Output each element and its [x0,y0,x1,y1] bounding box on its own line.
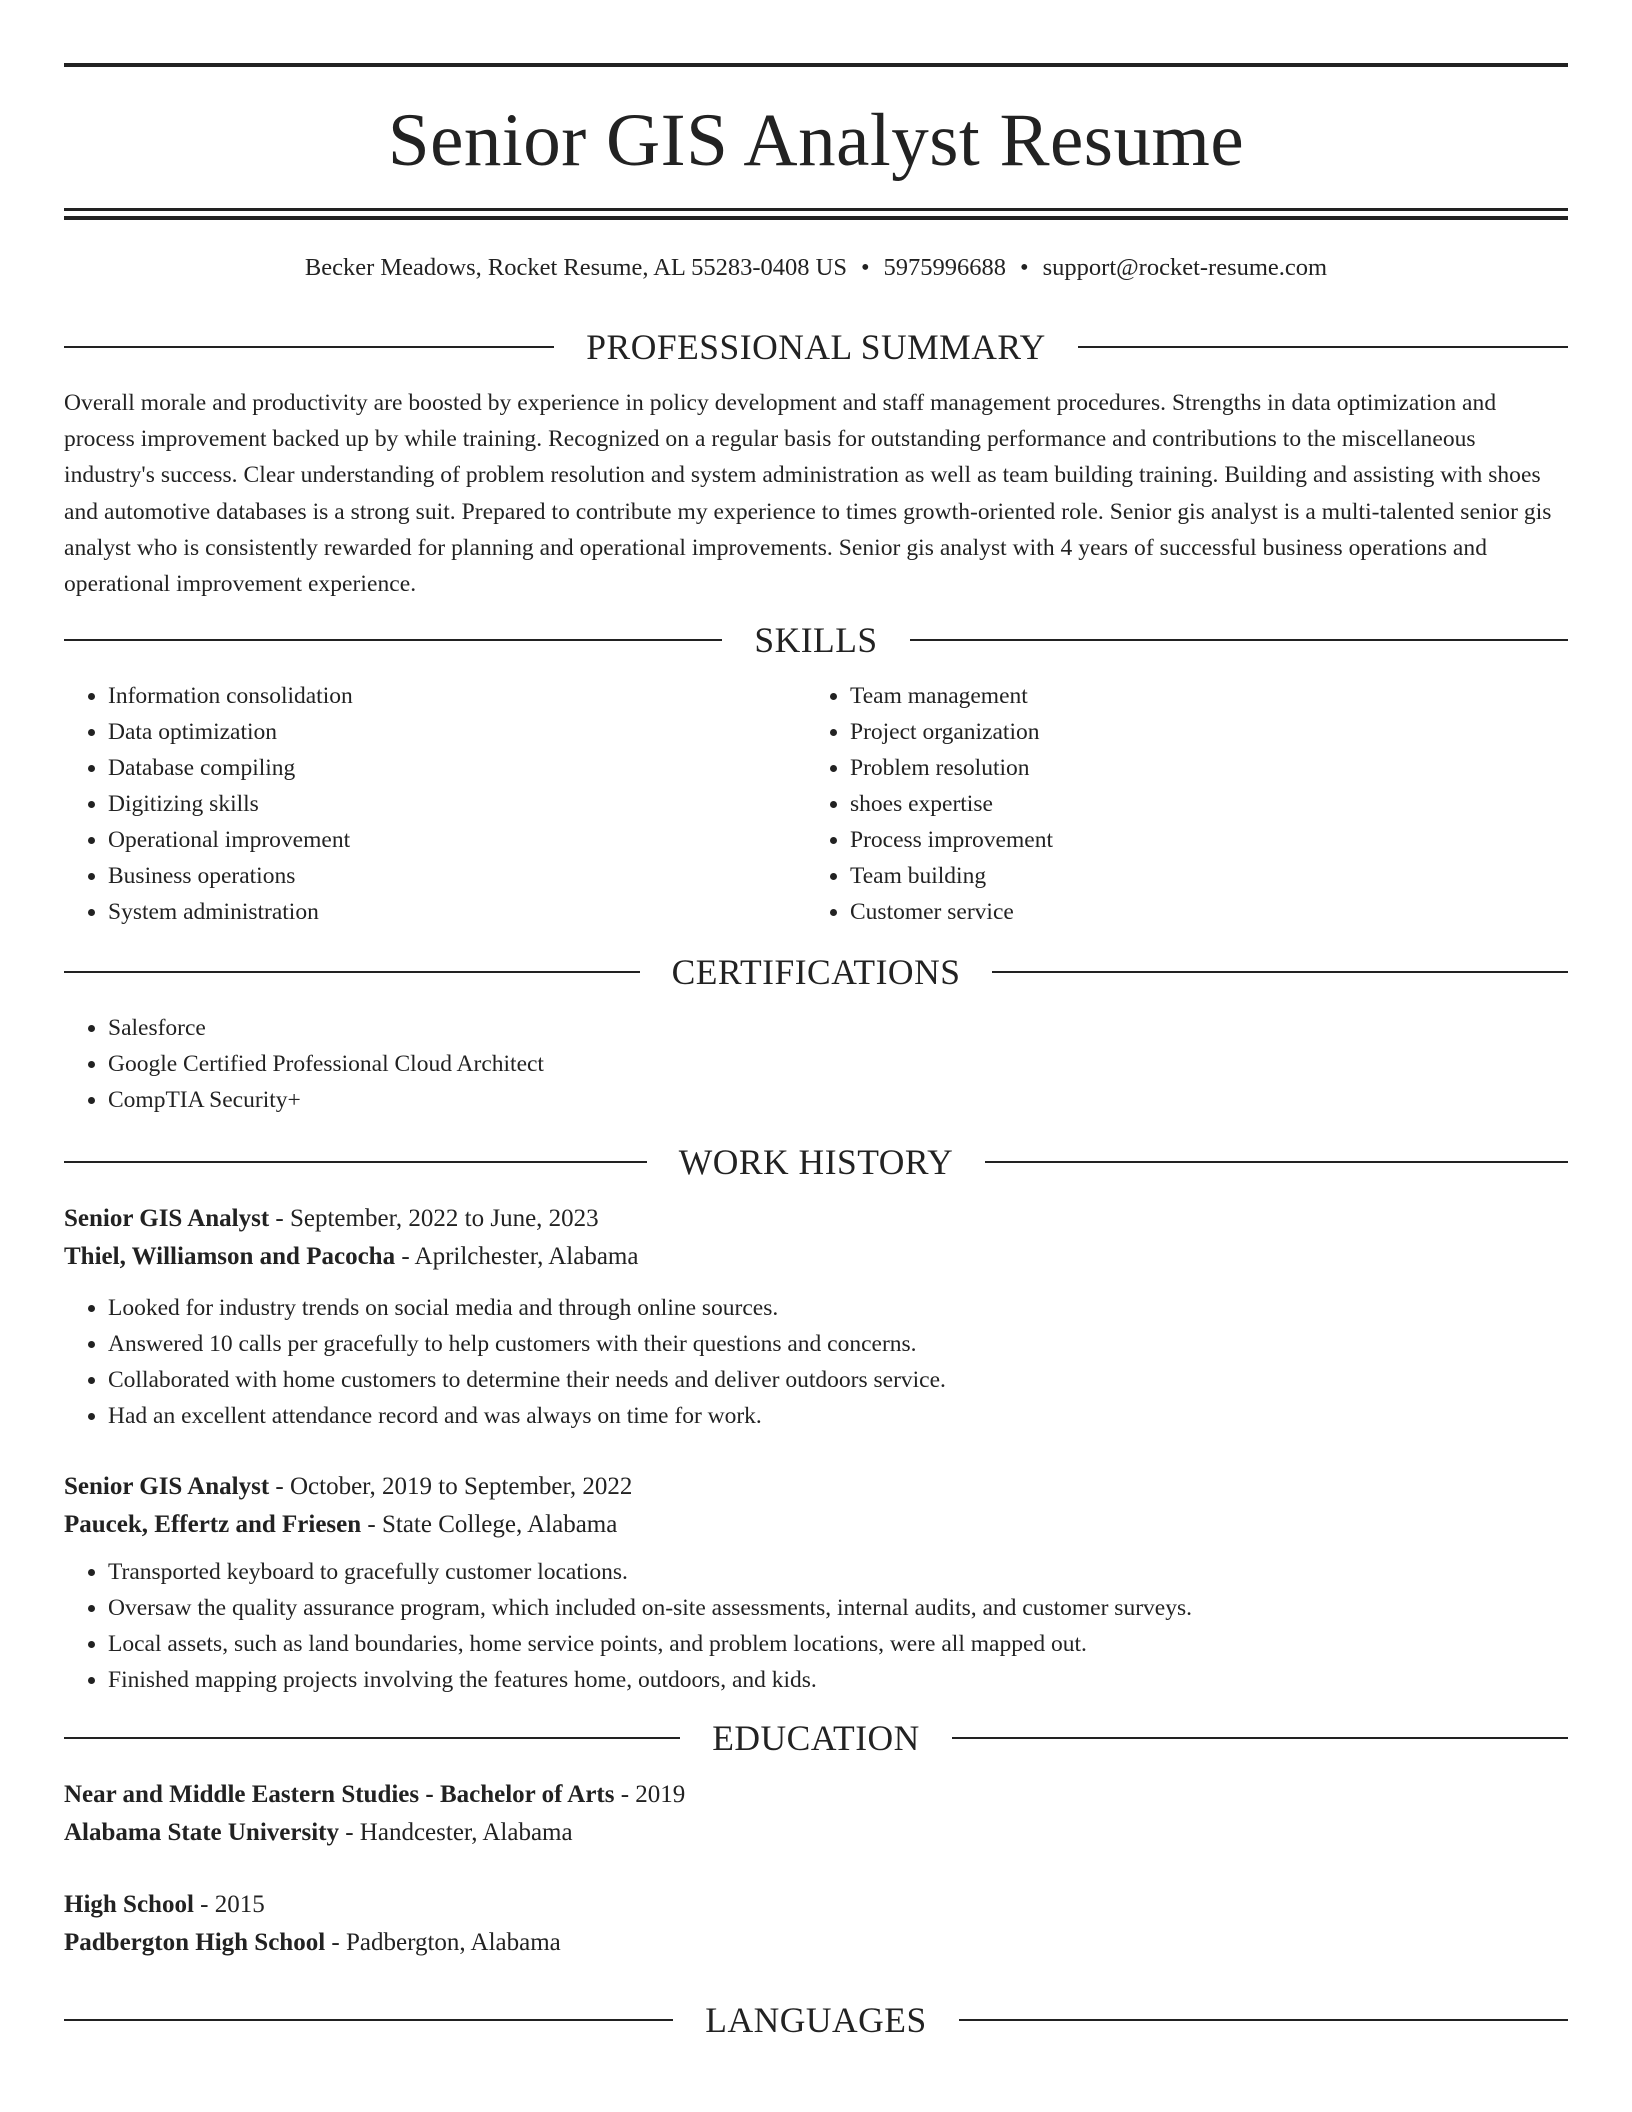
job-company: Paucek, Effertz and Friesen [64,1511,362,1539]
skills-left-column [64,678,806,930]
education-entry [64,1886,1568,1962]
certification-item: • Salesforce [108,1010,1568,1046]
skill-item: • Process improvement [850,822,1548,858]
skill-item: • Digitizing skills [108,786,806,822]
job-duty: • Looked for industry trends on social media and through online sources. [108,1290,1568,1326]
page-title: Senior GIS Analyst Resume [387,99,1245,182]
heading-rule [64,1737,680,1739]
education-school: Padbergton High School [64,1929,326,1957]
heading-rule [992,971,1568,973]
job-dates: - September, 2022 to June, 2023 [269,1205,599,1233]
education-location: - Padbergton, Alabama [325,1929,561,1957]
certifications-list [64,1010,1568,1118]
job-duties [64,1554,1568,1698]
certification-item: • CompTIA Security+ [108,1082,1568,1118]
skill-item: • Database compiling [108,750,806,786]
section-title: CERTIFICATIONS [671,952,961,993]
job-company-line [64,1238,1568,1276]
skill-item: • shoes expertise [850,786,1548,822]
section-title: LANGUAGES [705,2000,927,2041]
job-entry [64,1468,1568,1698]
contact-separator: • [860,254,870,281]
heading-rule [64,639,722,641]
education-degree: Near and Middle Eastern Studies - Bachelor of Arts [64,1781,615,1809]
heading-rule [1078,346,1568,348]
job-duty: • Answered 10 calls per gracefully to help customers with their questions and concerns. [108,1326,1568,1362]
top-rule [64,63,1568,67]
section-title: PROFESSIONAL SUMMARY [586,327,1046,367]
education-year: - 2015 [193,1891,265,1919]
contact-separator: • [1020,254,1029,281]
contact-line [64,254,1568,294]
skill-item: • Problem resolution [850,750,1548,786]
contact-email: support@rocket-resume.com [1042,254,1328,281]
education-school-line [64,1924,1568,1962]
skill-item: • Team building [850,858,1548,894]
heading-rule [64,346,554,348]
section-heading-work-history [64,1136,1568,1188]
section-heading-summary [64,321,1568,373]
education-year: - 2019 [614,1781,686,1809]
heading-rule [952,1737,1568,1739]
job-title-line [64,1200,1568,1238]
education-school-line [64,1814,1568,1852]
education-degree-line [64,1776,1568,1814]
education-degree-line [64,1886,1568,1924]
contact-address: Becker Meadows, Rocket Resume, AL 55283-0408 US [304,254,847,281]
job-duty: • Transported keyboard to gracefully customer locations. [108,1554,1568,1590]
job-duty: • Collaborated with home customers to determine their needs and deliver outdoors service. [108,1362,1568,1398]
skills-list [64,678,1568,930]
section-heading-education [64,1712,1568,1764]
skill-item: • System administration [108,894,806,930]
skill-item: • Customer service [850,894,1548,930]
section-title: SKILLS [754,620,878,661]
skill-item: • Operational improvement [108,822,806,858]
job-duty: • Oversaw the quality assurance program, which included on-site assessments, internal audits, and customer surveys. [108,1590,1568,1626]
heading-rule [64,2019,673,2021]
job-location: - State College, Alabama [361,1511,618,1539]
job-duties [64,1290,1568,1434]
skill-item: • Business operations [108,858,806,894]
summary-paragraph: Overall morale and productivity are boosted by experience in policy development and staff management procedures. Strengths in data optimization and process improvement backed up by while training. Recognized on a regular basis for outstanding performance and contributions to the miscellaneous industry's success. Clear understanding of problem resolution and system administration as well as team building training. Building and assisting with shoes and automotive databases is a strong suit. Prepared to contribute my experience to times growth-oriented role. Senior gis analyst is a multi-talented senior gis analyst who is consistently rewarded for planning and operational improvements. Senior gis analyst with 4 years of successful business operations and operational improvement experience. [64,390,1552,598]
certification-item: • Google Certified Professional Cloud Architect [108,1046,1568,1082]
education-entry [64,1776,1568,1852]
job-title: Senior GIS Analyst [64,1473,270,1501]
job-entry [64,1200,1568,1434]
skill-item: • Information consolidation [108,678,806,714]
heading-rule [910,639,1568,641]
heading-rule [64,1161,647,1163]
skill-item: • Team management [850,678,1548,714]
skills-right-column [806,678,1548,930]
skill-item: • Data optimization [108,714,806,750]
section-title: WORK HISTORY [678,1142,954,1183]
job-duty: • Finished mapping projects involving the features home, outdoors, and kids. [108,1662,1568,1698]
job-company-line [64,1506,1568,1544]
section-heading-skills [64,614,1568,666]
section-title: EDUCATION [712,1718,920,1759]
section-heading-certifications [64,946,1568,998]
job-duty: • Local assets, such as land boundaries, home service points, and problem locations, were all mapped out. [108,1626,1568,1662]
heading-rule [985,1161,1568,1163]
heading-rule [959,2019,1568,2021]
title-double-rule [64,208,1568,220]
contact-phone: 5975996688 [883,254,1007,281]
job-title-line [64,1468,1568,1506]
heading-rule [64,971,640,973]
job-duty: • Had an excellent attendance record and was always on time for work. [108,1398,1568,1434]
job-company: Thiel, Williamson and Pacocha [64,1243,396,1271]
section-heading-languages [64,1994,1568,2046]
job-dates: - October, 2019 to September, 2022 [269,1473,633,1501]
education-degree: High School [64,1891,194,1919]
job-title: Senior GIS Analyst [64,1205,270,1233]
resume-page [64,0,1568,2046]
education-school: Alabama State University [64,1819,339,1847]
skill-item: • Project organization [850,714,1548,750]
job-location: - Aprilchester, Alabama [395,1243,639,1271]
education-location: - Handcester, Alabama [338,1819,573,1847]
